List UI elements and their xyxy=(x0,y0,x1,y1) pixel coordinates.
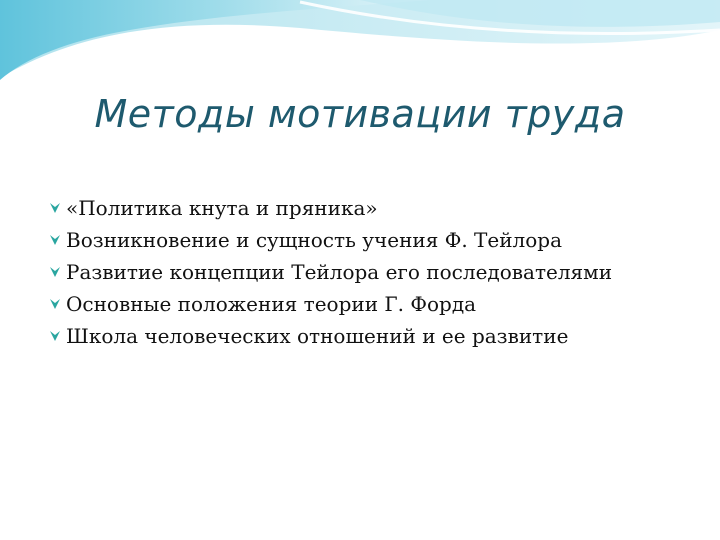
bullet-list xyxy=(48,196,688,356)
list-item-text: «Политика кнута и пряника» xyxy=(66,196,378,220)
list-item-text: Развитие концепции Тейлора его последователями xyxy=(66,260,613,284)
list-item xyxy=(48,196,688,220)
diamond-bullet-icon xyxy=(48,260,64,284)
list-item xyxy=(48,324,688,348)
diamond-bullet-icon xyxy=(48,196,64,220)
slide-title: Методы мотивации труда xyxy=(94,92,626,136)
list-item-text: Основные положения теории Г. Форда xyxy=(66,292,477,316)
diamond-bullet-icon xyxy=(48,228,64,252)
list-item xyxy=(48,260,688,284)
diamond-bullet-icon xyxy=(48,324,64,348)
list-item xyxy=(48,292,688,316)
list-item-text: Возникновение и сущность учения Ф. Тейлора xyxy=(66,228,563,252)
diamond-bullet-icon xyxy=(48,292,64,316)
list-item-text: Школа человеческих отношений и ее развитие xyxy=(66,324,569,348)
list-item xyxy=(48,228,688,252)
